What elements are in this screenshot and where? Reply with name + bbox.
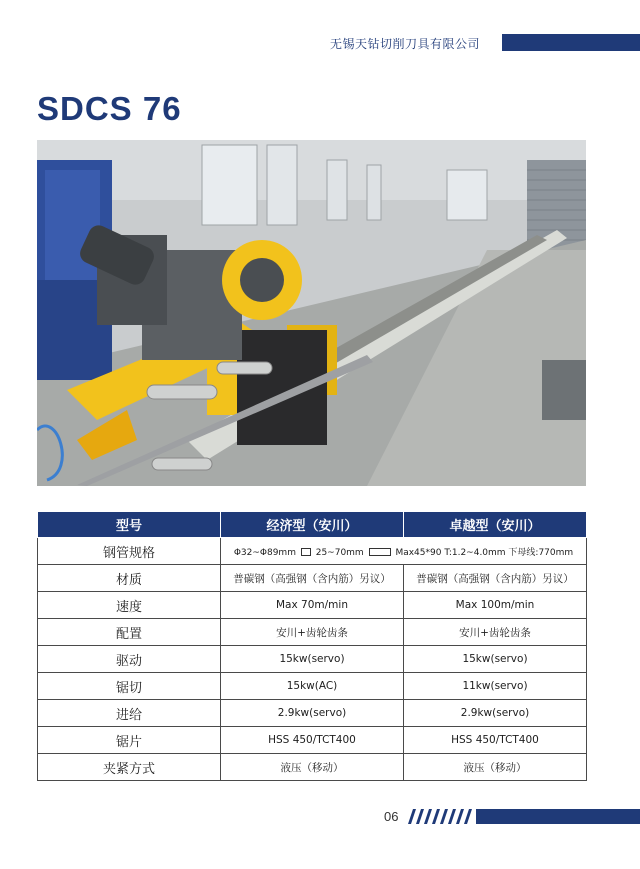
economy-value: 液压（移动） [221,754,404,781]
row-label: 配置 [38,619,221,646]
economy-value: 15kw(AC) [221,673,404,700]
pipe-rect-range: Max45*90 T:1.2~4.0mm 下母线:770mm [395,547,574,558]
premium-value: 液压（移动） [404,754,587,781]
premium-value: 安川+齿轮齿条 [404,619,587,646]
row-label: 材质 [38,565,221,592]
header-premium: 卓越型（安川） [404,512,587,538]
page-number: 06 [384,809,399,824]
table-row [38,619,587,646]
table-row [38,538,587,565]
row-label: 驱动 [38,646,221,673]
economy-value: 2.9kw(servo) [221,700,404,727]
product-title: SDCS 76 [37,90,182,127]
pipe-round-range: Φ32~Φ89mm [233,547,296,558]
footer-accent-bar [476,809,640,824]
table-row [38,565,587,592]
table-row [38,754,587,781]
row-label: 进给 [38,700,221,727]
economy-value: 15kw(servo) [221,646,404,673]
table-row [38,592,587,619]
premium-value: 15kw(servo) [404,646,587,673]
footer-stripes [404,809,476,824]
row-label: 锯片 [38,727,221,754]
rect-tube-icon [369,548,391,556]
header-accent-bar [502,34,640,51]
table-row [38,673,587,700]
table-row [38,727,587,754]
square-tube-icon [301,548,311,556]
header-model: 型号 [38,512,221,538]
pipe-square-range: 25~70mm [315,547,364,558]
economy-value: 安川+齿轮齿条 [221,619,404,646]
spec-table [37,511,587,781]
row-label: 速度 [38,592,221,619]
economy-value: 普碳钢（高强钢（含内筋）另议） [221,565,404,592]
table-row [38,646,587,673]
premium-value: 普碳钢（高强钢（含内筋）另议） [404,565,587,592]
pipe-spec-cell [221,538,587,565]
premium-value: HSS 450/TCT400 [404,727,587,754]
table-row [38,700,587,727]
row-label: 钢管规格 [38,538,221,565]
header-economy: 经济型（安川） [221,512,404,538]
table-header-row [38,512,587,538]
premium-value: 11kw(servo) [404,673,587,700]
company-name: 无锡天钻切削刀具有限公司 [330,37,481,51]
economy-value: Max 70m/min [221,592,404,619]
economy-value: HSS 450/TCT400 [221,727,404,754]
premium-value: 2.9kw(servo) [404,700,587,727]
machine-photo [37,140,586,486]
premium-value: Max 100m/min [404,592,587,619]
row-label: 锯切 [38,673,221,700]
row-label: 夹紧方式 [38,754,221,781]
